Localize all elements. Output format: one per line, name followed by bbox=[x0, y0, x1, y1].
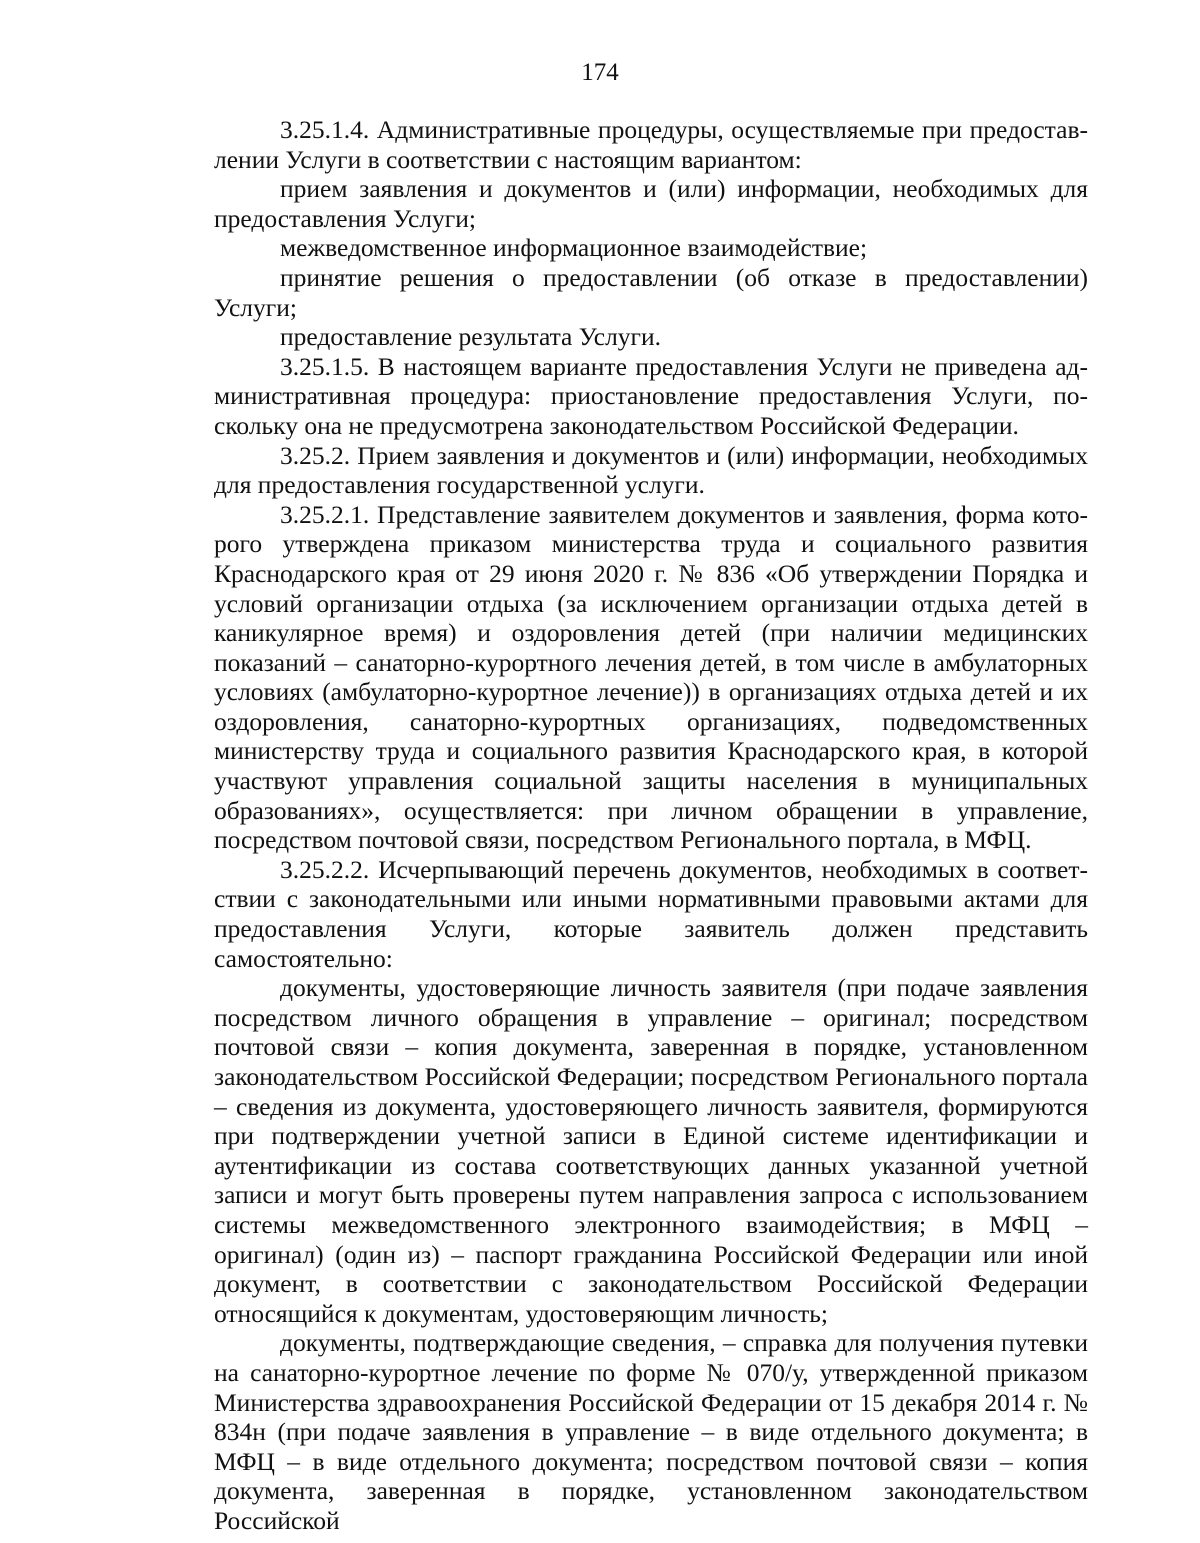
paragraph-3-25-2-2: 3.25.2.2. Исчерпывающий перечень документов, необходимых в соответствии с законодательными или иными нормативными правовыми актами для предоставления Услуги, которые заявитель должен представить самостоятельно: bbox=[214, 854, 1088, 973]
paragraph-supporting-documents: документы, подтверждающие сведения, – справка для получения путевки на санаторно-курортное лечение по форме № 070/у, утвержденной приказом Министерства здравоохранения Российской Федерации от 15 декабря 2014 г. № 834н (при подаче заявления в управление – в виде отдельного документа; в МФЦ – в виде отдельного документа; посредством почтовой связи – копия документа, заверенная в порядке, установленном законодательством Российской bbox=[214, 1328, 1088, 1535]
list-item-decision: принятие решения о предоставлении (об отказе в предоставлении) Услуги; bbox=[214, 262, 1088, 322]
document-body bbox=[214, 115, 1088, 1536]
list-item-application-intake: прием заявления и документов и (или) информации, необходимых для предоставления Услуги; bbox=[214, 174, 1088, 233]
paragraph-3-25-1-4: 3.25.1.4. Административные процедуры, осуществляемые при предоставлении Услуги в соответствии с настоящим вариантом: bbox=[214, 115, 1088, 174]
paragraph-3-25-1-5: 3.25.1.5. В настоящем варианте предоставления Услуги не приведена административная процедура: приостановление предоставления Услуги, поскольку она не предусмотрена законодательством Российской Федерации. bbox=[214, 351, 1088, 440]
list-item-result: предоставление результата Услуги. bbox=[280, 322, 662, 352]
page-number: 174 bbox=[581, 59, 619, 86]
paragraph-3-25-2: 3.25.2. Прием заявления и документов и (или) информации, необходимых для предоставления государственной услуги. bbox=[214, 440, 1088, 500]
paragraph-3-25-2-1: 3.25.2.1. Представление заявителем документов и заявления, форма которого утверждена приказом министерства труда и социального развития Краснодарского края от 29 июня 2020 г. № 836 «Об утверждении Порядка и условий организации отдыха (за исключением организации отдыха детей в каникулярное время) и оздоровления детей (при наличии медицинских показаний – санаторно-курортного лечения детей, в том числе в амбулаторных условиях (амбулаторно-курортное лечение)) в организациях отдыха детей и их оздоровления, санаторно-курортных организациях, подведомственных министерству труда и социального развития Краснодарского края, в которой участвуют управления социальной защиты населения в муниципальных образованиях», осуществляется: при личном обращении в управление, посредством почтовой связи, посредством Регионального портала, в МФЦ. bbox=[214, 499, 1088, 855]
paragraph-identity-documents: документы, удостоверяющие личность заявителя (при подаче заявления посредством личного обращения в управление – оригинал; посредством почтовой связи – копия документа, заверенная в порядке, установленном законодательством Российской Федерации; посредством Регионального портала – сведения из документа, удостоверяющего личность заявителя, формируются при подтверждении учетной записи в Единой системе идентификации и аутентификации из состава соответствующих данных указанной учетной записи и могут быть проверены путем направления запроса с использованием системы межведомственного электронного взаимодействия; в МФЦ – оригинал) (один из) – паспорт гражданина Российской Федерации или иной документ, в соответствии с законодательством Российской Федерации относящийся к документам, удостоверяющим личность; bbox=[214, 973, 1088, 1328]
list-item-interagency-interaction: межведомственное информационное взаимодействие; bbox=[280, 233, 868, 263]
